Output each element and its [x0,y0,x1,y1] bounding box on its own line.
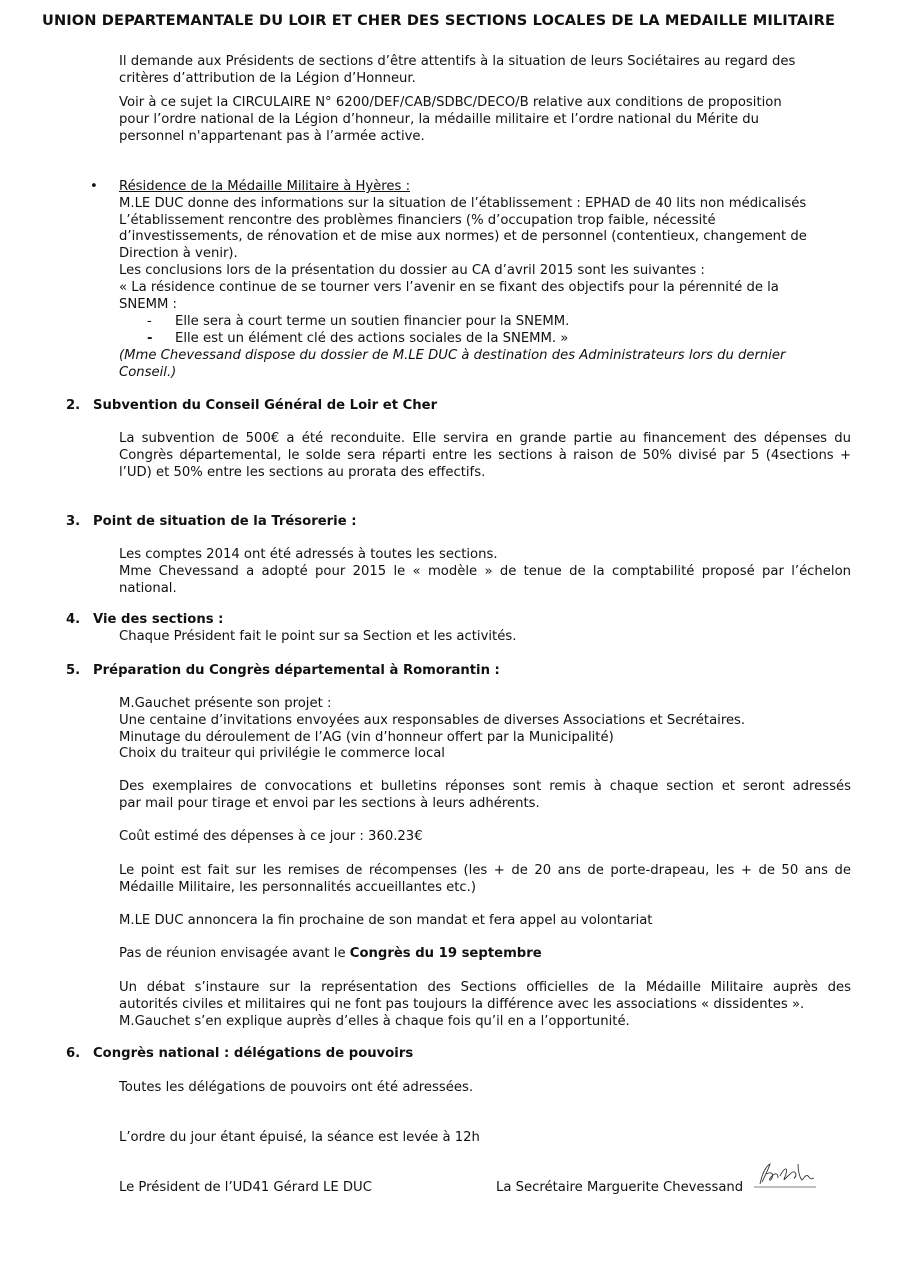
intro-paragraph-1: Il demande aux Présidents de sections d’être attentifs à la situation de leurs Sociétaires au regard des critères d’attribution de la Légion d’Honneur. [119,54,796,86]
section-heading-3: 3. Point de situation de la Trésorerie : [66,514,357,529]
section-5-cost: Coût estimé des dépenses à ce jour : 360.23€ [119,829,423,844]
section-5-awards: Le point est fait sur les remises de récompenses (les + de 20 ans de porte-drapeau, les + de 50 ans de Médaille Militaire, les personnalités accueillantes etc.) [119,863,851,895]
dash-marker: - [147,331,153,346]
section-5-project: M.Gauchet présente son projet : Une centaine d’invitations envoyées aux responsables de diverses Associations et Secrétaires. Minutage du déroulement de l’AG (vin d’honneur offert par la Municipalité) Choix du traiteur qui privilégie le commerce local [119,696,746,762]
section-heading-4: 4. Vie des sections : [66,612,224,627]
residence-block: Résidence de la Médaille Militaire à Hyères : M.LE DUC donne des informations sur la situation de l’établissement : EPHAD de 40 lits non médicalisés L’établissement rencontre des problèmes financiers (% d’occupation trop faible, nécessité d’investissements, de rénovation et de mise aux normes) et de personnel (contentieux, changement de Direction à venir). Les conclusions lors de la présentation du dossier au CA d’avril 2015 sont les suivantes : « La résidence continue de se tourner vers l’avenir en se fixant des objectifs pour la pérennité de la SNEMM : [119,179,851,313]
bullet-icon: • [90,179,98,194]
residence-title: Résidence de la Médaille Militaire à Hyères : [119,179,411,194]
dash-item: Elle est un élément clé des actions sociales de la SNEMM. » [175,331,569,346]
congress-date: Congrès du 19 septembre [349,946,542,961]
intro-paragraph-2: Voir à ce sujet la CIRCULAIRE N° 6200/DEF/CAB/SDBC/DECO/B relative aux conditions de proposition pour l’ordre national de la Légion d’honneur, la médaille militaire et l’ordre national du Mérite du personnel n'appartenant pas à l’armée active. [119,95,782,144]
section-2-body: La subvention de 500€ a été reconduite. Elle servira en grande partie au financement des dépenses du Congrès départemental, le solde sera réparti entre les sections à raison de 50% divisé par 5 (4sections + l’UD) et 50% entre les sections au prorata des effectifs. [119,431,851,480]
section-heading-2: 2. Subvention du Conseil Général de Loir et Cher [66,398,438,413]
section-heading-5: 5. Préparation du Congrès départemental à Romorantin : [66,663,500,678]
dash-item: Elle sera à court terme un soutien financier pour la SNEMM. [175,314,570,329]
section-3-body: Les comptes 2014 ont été adressés à toutes les sections. Mme Chevessand a adopté pour 2015 le « modèle » de tenue de la comptabilité proposé par l’échelon national. [119,547,851,596]
section-5-debate: Un débat s’instaure sur la représentation des Sections officielles de la Médaille Militaire auprès des autorités civiles et militaires qui ne font pas toujours la différence avec les associations « dissidentes ». M.Gauchet s’en explique auprès d’elles à chaque fois qu’il en a l’opportunité. [119,980,851,1029]
section-heading-6: 6. Congrès national : délégations de pouvoirs [66,1046,414,1061]
secretary-signature-line: La Secrétaire Marguerite Chevessand [496,1180,744,1195]
closing-text: L’ordre du jour étant épuisé, la séance est levée à 12h [119,1130,480,1145]
section-4-body: Chaque Président fait le point sur sa Section et les activités. [119,629,517,644]
document-title: UNION DEPARTEMANTALE DU LOIR ET CHER DES SECTIONS LOCALES DE LA MEDAILLE MILITAIRE [42,12,836,29]
president-signature-line: Le Président de l’UD41 Gérard LE DUC [119,1180,372,1195]
dash-marker: - [147,314,152,329]
section-5-meeting: Pas de réunion envisagée avant le Congrès du 19 septembre [119,946,542,961]
residence-note: (Mme Chevessand dispose du dossier de M.LE DUC à destination des Administrateurs lors du dernier Conseil.) [119,348,786,380]
section-6-body: Toutes les délégations de pouvoirs ont été adressées. [119,1080,474,1095]
section-5-mandate: M.LE DUC annoncera la fin prochaine de son mandat et fera appel au volontariat [119,913,653,928]
handwritten-signature-icon [752,1160,818,1190]
section-5-convocations: Des exemplaires de convocations et bulletins réponses sont remis à chaque section et seront adressés par mail pour tirage et envoi par les sections à leurs adhérents. [119,779,851,811]
